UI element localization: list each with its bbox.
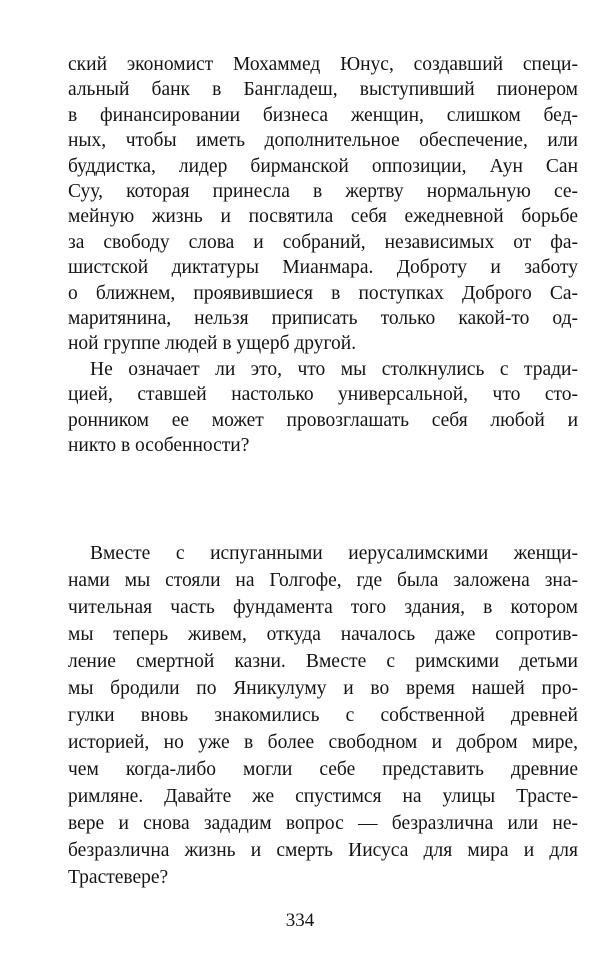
text-line: нами мы стояли на Голгофе, где была заложена зна- bbox=[68, 570, 578, 591]
text-block-top bbox=[68, 52, 578, 459]
page-number: 334 bbox=[285, 910, 315, 931]
text-line: Не означает ли это, что мы столкнулись с тради- bbox=[90, 358, 578, 380]
text-line: Суу, которая принесла в жертву нормальную се- bbox=[68, 181, 578, 203]
text-line: шистской диктатуры Мианмара. Доброту и заботу bbox=[68, 257, 578, 279]
text-line: Трастевере? bbox=[68, 867, 169, 888]
text-line: за свободу слова и собраний, независимых от фа- bbox=[68, 231, 578, 253]
text-line: гулки вновь знакомились с собственной древней bbox=[68, 705, 578, 726]
text-line: мы бродили по Яникулуму и во время нашей про- bbox=[68, 678, 578, 699]
text-block-bottom bbox=[68, 540, 578, 891]
paragraph bbox=[68, 540, 578, 891]
text-line: чительная часть фундамента того здания, в котором bbox=[68, 597, 578, 618]
text-line: ский экономист Мохаммед Юнус, создавший специ- bbox=[68, 54, 578, 75]
text-line: маритянина, нельзя приписать только какой-то од- bbox=[68, 308, 578, 330]
paragraph bbox=[68, 52, 578, 357]
text-line: ных, чтобы иметь дополнительное обеспечение, или bbox=[68, 130, 578, 152]
text-line: ление смертной казни. Вместе с римскими детьми bbox=[68, 651, 578, 672]
text-line: римляне. Давайте же спустимся на улицы Трасте- bbox=[68, 786, 578, 807]
text-line: альный банк в Бангладеш, выступивший пионером bbox=[68, 79, 578, 101]
text-line: безразлична жизнь и смерть Иисуса для мира и для bbox=[68, 840, 578, 861]
text-line: ной группе людей в ущерб другой. bbox=[68, 333, 357, 355]
text-line: буддистка, лидер бирманской оппозиции, Аун Сан bbox=[68, 155, 578, 177]
text-line: о ближнем, проявившиеся в поступках Доброго Са- bbox=[68, 282, 578, 304]
text-line: вере и снова зададим вопрос — безразлична или не- bbox=[68, 813, 578, 834]
text-line: мы теперь живем, откуда началось даже сопротив- bbox=[68, 624, 578, 645]
text-line: мейную жизнь и посвятила себя ежедневной борьбе bbox=[68, 206, 578, 228]
text-line: в финансировании бизнеса женщин, слишком бед- bbox=[68, 104, 578, 126]
text-line: ронником ее может провозглашать себя любой и bbox=[68, 409, 578, 431]
text-line: никто в особенности? bbox=[68, 435, 250, 457]
text-line: Вместе с испуганными иерусалимскими женщи- bbox=[90, 543, 578, 564]
text-line: историей, но уже в более свободном и добром мире, bbox=[68, 732, 578, 753]
paragraph bbox=[68, 357, 578, 459]
text-line: чем когда-либо могли себе представить древние bbox=[68, 759, 578, 780]
text-line: цией, ставшей настолько универсальной, что сто- bbox=[68, 384, 578, 406]
